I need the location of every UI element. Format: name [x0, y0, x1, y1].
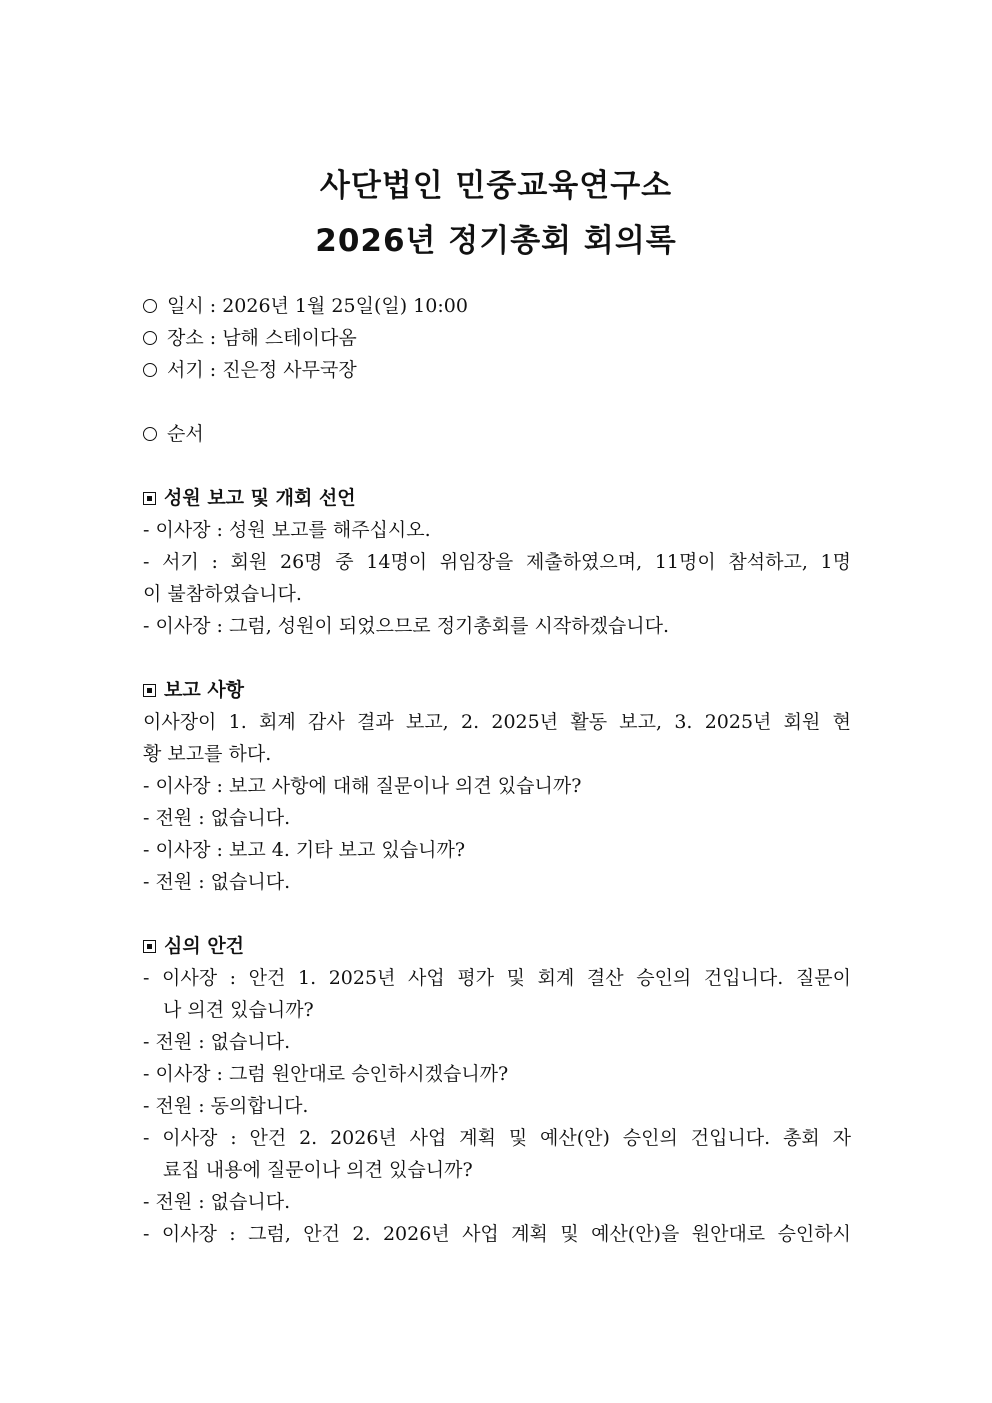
minutes-paragraph: 황 보고를 하다.: [143, 743, 272, 765]
minutes-line: - 서기 : 회원 26명 중 14명이 위임장을 제출하였으며, 11명이 참석하고, 1명: [143, 551, 851, 573]
info-order-text: 순서: [167, 423, 204, 445]
section-heading-text: 성원 보고 및 개회 선언: [164, 487, 356, 509]
minutes-line: - 이사장 : 안건 2. 2026년 사업 계획 및 예산(안) 승인의 건입니다. 총회 자: [143, 1127, 851, 1149]
minutes-line: - 전원 : 없습니다.: [143, 1031, 291, 1053]
section-heading-quorum: [143, 482, 851, 514]
minutes-line: 나 의견 있습니까?: [163, 999, 314, 1021]
minutes-line: - 전원 : 동의합니다.: [143, 1095, 309, 1117]
section-heading-reports: [143, 674, 851, 706]
document-body: [143, 290, 851, 1250]
spacer: [143, 386, 851, 418]
info-date-text: 일시 : 2026년 1월 25일(일) 10:00: [167, 295, 468, 317]
circle-bullet-icon: [143, 427, 157, 441]
info-place-text: 장소 : 남해 스테이다옴: [167, 327, 357, 349]
minutes-line: - 전원 : 없습니다.: [143, 1191, 291, 1213]
circle-bullet-icon: [143, 331, 157, 345]
minutes-line: - 이사장 : 보고 사항에 대해 질문이나 의견 있습니까?: [143, 775, 582, 797]
square-bullet-icon: [143, 684, 156, 697]
minutes-line: 이 불참하였습니다.: [143, 583, 302, 605]
minutes-line: - 이사장 : 보고 4. 기타 보고 있습니까?: [143, 839, 466, 861]
minutes-paragraph: 이사장이 1. 회계 감사 결과 보고, 2. 2025년 활동 보고, 3. 2025년 회원 현: [143, 711, 851, 733]
square-bullet-icon: [143, 492, 156, 505]
circle-bullet-icon: [143, 299, 157, 313]
minutes-line: 료집 내용에 질문이나 의견 있습니까?: [163, 1159, 473, 1181]
minutes-line: - 전원 : 없습니다.: [143, 807, 291, 829]
square-bullet-icon: [143, 940, 156, 953]
circle-bullet-icon: [143, 363, 157, 377]
section-heading-text: 보고 사항: [164, 679, 245, 701]
section-heading-text: 심의 안건: [164, 935, 245, 957]
info-secretary-text: 서기 : 진은정 사무국장: [167, 359, 357, 381]
minutes-line: - 이사장 : 성원 보고를 해주십시오.: [143, 519, 431, 541]
document-title-line1: 사단법인 민중교육연구소: [319, 168, 673, 204]
minutes-line: - 이사장 : 그럼 원안대로 승인하시겠습니까?: [143, 1063, 509, 1085]
spacer: [143, 898, 851, 930]
minutes-line: - 이사장 : 안건 1. 2025년 사업 평가 및 회계 결산 승인의 건입니다. 질문이: [143, 967, 851, 989]
document-title-line2: 2026년 정기총회 회의록: [315, 223, 677, 259]
spacer: [143, 450, 851, 482]
info-order: [143, 418, 851, 450]
minutes-line: - 이사장 : 그럼, 성원이 되었으므로 정기총회를 시작하겠습니다.: [143, 615, 670, 637]
info-place: [143, 322, 851, 354]
info-secretary: [143, 354, 851, 386]
minutes-line: - 전원 : 없습니다.: [143, 871, 291, 893]
section-heading-agenda: [143, 930, 851, 962]
spacer: [143, 642, 851, 674]
minutes-line: - 이사장 : 그럼, 안건 2. 2026년 사업 계획 및 예산(안)을 원안대로 승인하시: [143, 1223, 851, 1245]
info-date: [143, 290, 851, 322]
